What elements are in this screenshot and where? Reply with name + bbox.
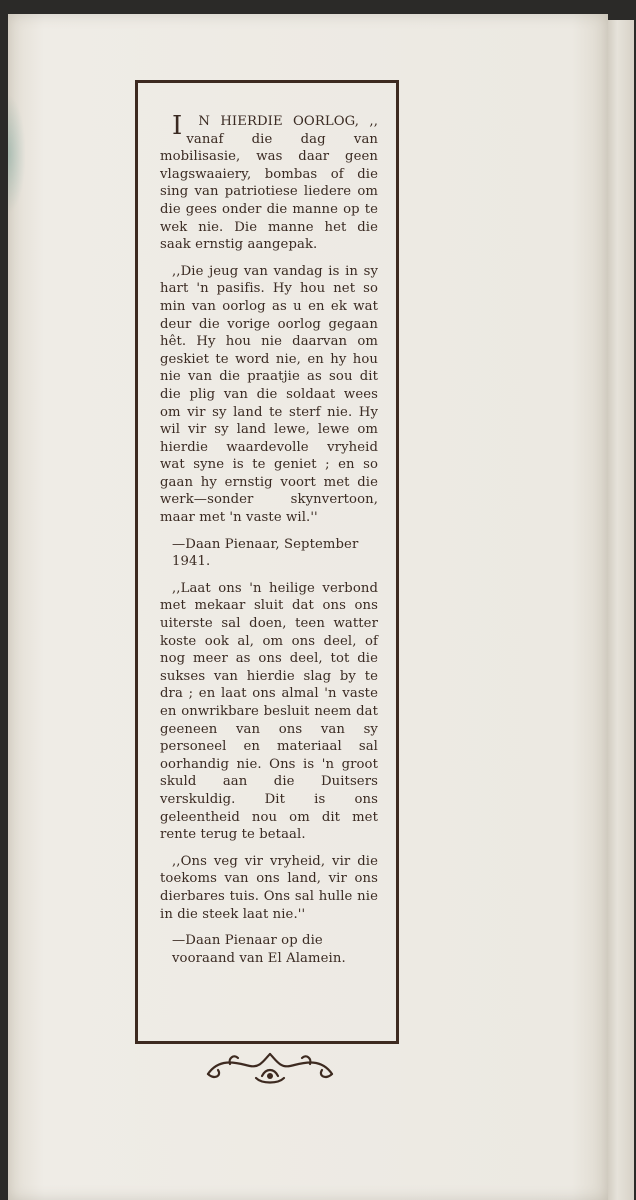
paragraph-4: ,,Ons veg vir vryheid, vir die toekoms van ons land, vir ons dierbares tuis. Ons sal hulle nie in die steek laat nie.''	[160, 853, 378, 922]
paragraph-3: ,,Laat ons 'n heilige verbond met mekaar sluit dat ons ons uiterste sal doen, teen watter koste ook al, om ons deel, of nog meer as ons deel, tot die sukses van hierdie slag by te dra ; en laat ons almal 'n vaste en onwrikbare besluit neem dat geeneen van ons van sy personeel en materiaal sal oorhandig nie. Ons is 'n groot skuld aan die Duitsers verskuldig. Dit is ons geleentheid nou om dit met rente terug te betaal.	[160, 580, 378, 843]
attribution-1: —Daan Pienaar, September 1941.	[172, 536, 359, 570]
drop-cap: I	[172, 111, 183, 141]
paragraph-1	[160, 113, 378, 254]
book-jacket-flap-edge	[606, 20, 634, 1200]
quote-text	[160, 113, 378, 967]
text-frame	[135, 80, 399, 1044]
stain	[8, 94, 26, 214]
scroll-ornament-icon	[200, 1046, 340, 1086]
paragraph-2: ,,Die jeug van vandag is in sy hart 'n pasifis. Hy hou net so min van oorlog as u en ek wat deur die vorige oorlog gegaan hêt. Hy hou nie daarvan om geskiet te word nie, en hy hou nie van die praatjie as sou dit die plig van die soldaat wees om vir sy land te sterf nie. Hy wil vir sy land lewe, lewe om hierdie waardevolle vryheid wat syne is te geniet ; en so gaan hy ernstig voort met die werk—sonder skynvertoon, maar met 'n vaste wil.''	[160, 263, 378, 526]
paragraph-1-text: N HIERDIE OORLOG, ,, vanaf die dag van mobilisasie, was daar geen vlagswaaiery, bombas of die sing van patriotiese liedere om die gees onder die manne op te wek nie. Die manne het die saak ernstig aangepak.	[160, 114, 378, 253]
attribution-2: —Daan Pienaar op die vooraand van El Alamein.	[172, 933, 346, 966]
